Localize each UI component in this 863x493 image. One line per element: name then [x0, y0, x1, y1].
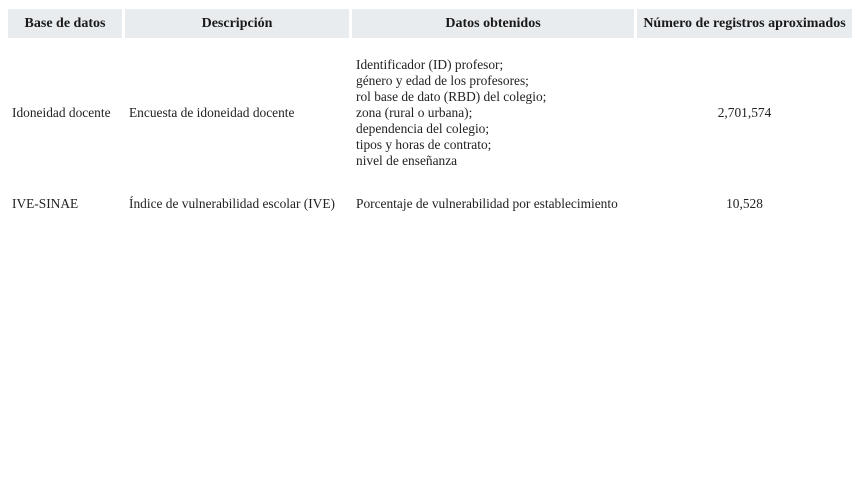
- cell-base: Idoneidad docente: [12, 105, 111, 120]
- datos-item: dependencia del colegio;: [356, 121, 490, 136]
- datos-item: tipos y horas de contrato;: [356, 137, 492, 152]
- cell-descripcion: Encuesta de idoneidad docente: [129, 105, 295, 120]
- table-body: [8, 41, 852, 220]
- datos-item: Porcentaje de vulnerabilidad por establecimiento: [356, 196, 618, 211]
- datos-item: nivel de enseñanza: [356, 153, 458, 168]
- header-numero-registros: Número de registros aproximados: [637, 9, 852, 38]
- datos-item: Identificador (ID) profesor;: [356, 57, 504, 72]
- table-header: [8, 9, 852, 38]
- header-datos-obtenidos: Datos obtenidos: [352, 9, 634, 38]
- header-descripcion: Descripción: [125, 9, 349, 38]
- table-row: [8, 41, 852, 185]
- cell-descripcion: Índice de vulnerabilidad escolar (IVE): [129, 196, 335, 211]
- datos-list: [356, 196, 630, 212]
- datos-item: género y edad de los profesores;: [356, 73, 529, 88]
- cell-registros: 10,528: [726, 196, 763, 211]
- table-row: [8, 188, 852, 220]
- datos-item: zona (rural o urbana);: [356, 105, 473, 120]
- data-sources-table: [5, 6, 855, 223]
- cell-registros: 2,701,574: [717, 105, 772, 120]
- header-row: [8, 9, 852, 38]
- cell-base: IVE-SINAE: [12, 196, 79, 211]
- cell-datos: [352, 41, 634, 185]
- datos-item: rol base de dato (RBD) del colegio;: [356, 89, 547, 104]
- header-base-de-datos: Base de datos: [8, 9, 122, 38]
- cell-datos: [352, 188, 634, 220]
- datos-list: [356, 57, 630, 169]
